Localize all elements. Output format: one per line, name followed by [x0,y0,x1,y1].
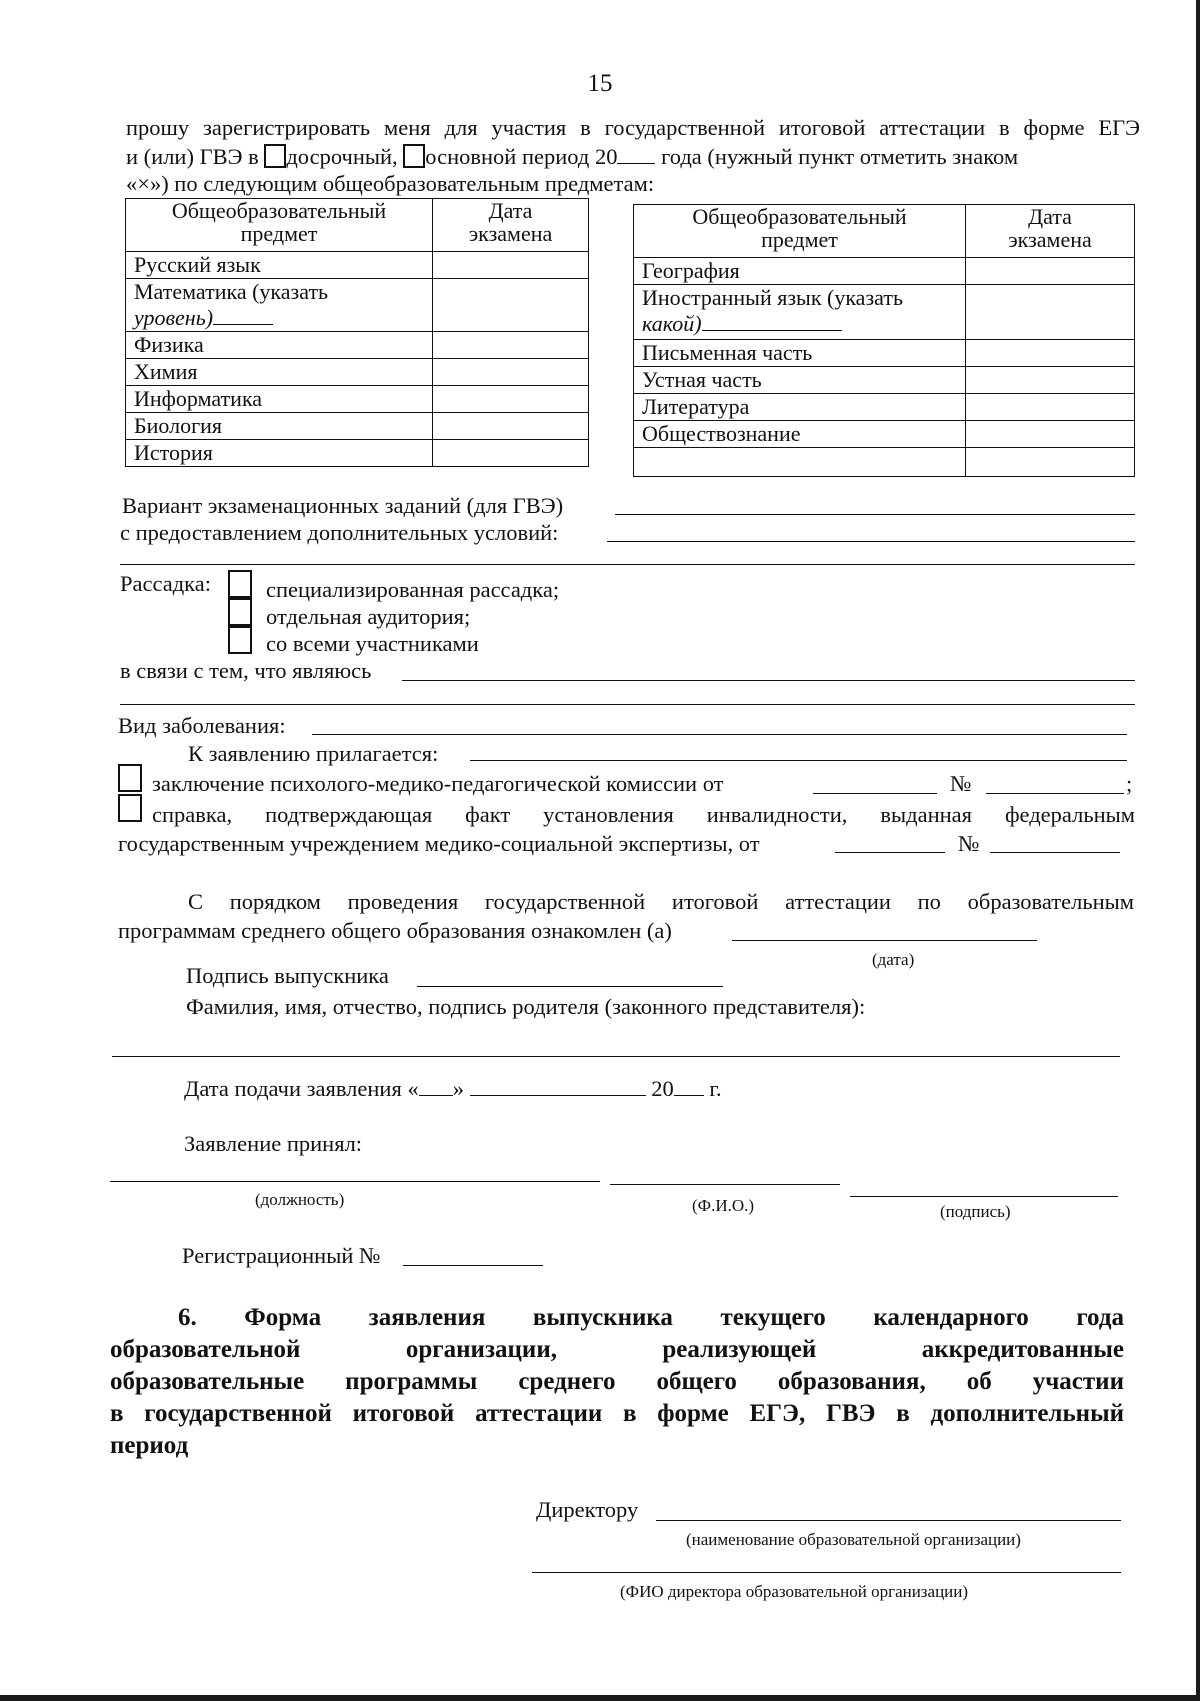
registration-label: Регистрационный № [182,1243,381,1268]
subject-label-italic: какой) [642,311,702,336]
attachment-disability-line-1 [152,801,1135,829]
subject-cell: Физика [126,332,433,359]
section6-line-3 [110,1366,1124,1398]
table-row [634,258,1135,285]
language-field[interactable] [702,314,842,331]
director-org-field[interactable] [656,1520,1121,1521]
disability-date-field[interactable] [835,852,945,853]
table-row [634,421,1135,448]
header-date [433,199,589,252]
seating-all-participants-checkbox[interactable] [228,626,252,654]
level-field[interactable] [213,308,273,325]
variant-field[interactable] [615,514,1135,515]
because-field-line-2[interactable] [120,704,1135,705]
procedure-date-caption: (дата) [872,950,915,969]
subject-label: Иностранный язык (указать [642,285,903,310]
conditions-field[interactable] [607,541,1135,542]
intro-line-1 [126,114,1140,142]
name-caption: (Ф.И.О.) [692,1196,755,1215]
intro-line-2-start: и (или) ГВЭ в [126,144,259,169]
exam-date-cell[interactable] [433,332,589,359]
attachment-commission-checkbox[interactable] [118,764,142,792]
table-row [126,440,589,467]
subject-label: Математика (указать [134,279,329,304]
subject-cell: Биология [126,413,433,440]
because-label: в связи с тем, что являюсь [120,658,372,683]
section6-line-1 [178,1302,1124,1334]
exam-date-cell[interactable] [966,448,1135,477]
exam-date-cell[interactable] [433,386,589,413]
exam-date-cell[interactable] [966,367,1135,394]
main-period-checkbox[interactable] [403,144,425,168]
exam-date-cell[interactable] [966,285,1135,340]
commission-semicolon: ; [1126,771,1133,796]
table-row [634,340,1135,367]
commission-number-field[interactable] [986,793,1124,794]
table-row [126,413,589,440]
section6-line-2-text: образовательной организации, реализующей аккредитованные [110,1336,1124,1363]
exam-date-cell[interactable] [433,440,589,467]
submission-year-field[interactable] [674,1075,704,1096]
director-fio-field[interactable] [532,1572,1121,1573]
attachment-commission-text: заключение психолого-медико-педагогической комиссии от [152,771,724,796]
submission-date-open: Дата подачи заявления « [184,1076,419,1101]
fio-caption: (ФИО директора образовательной организации) [620,1582,969,1601]
parent-field[interactable] [112,1056,1120,1057]
because-field[interactable] [402,680,1135,681]
table-header-row [126,199,589,252]
seating-all-participants-label: со всеми участниками [266,631,479,656]
subject-cell [126,279,433,332]
header-subject-line-2: предмет [240,221,318,246]
variant-label: Вариант экзаменационных заданий (для ГВЭ) [122,493,564,518]
subjects-table-left [125,198,589,467]
graduate-signature-label: Подпись выпускника [186,963,389,988]
subject-cell: Обществознание [634,421,966,448]
submission-day-field[interactable] [419,1075,453,1096]
intro-line-2 [126,143,1140,171]
disability-number-field[interactable] [990,852,1120,853]
intro-line-2-end: года (нужный пункт отметить знаком [661,144,1019,169]
submission-year-suffix: г. [709,1076,722,1101]
exam-date-cell[interactable] [433,252,589,279]
table-row [634,285,1135,340]
commission-number-sign: № [950,771,972,796]
accepted-label: Заявление принял: [184,1131,363,1156]
attachment-disability-line-2: государственным учреждением медико-социальной экспертизы, от [118,831,760,856]
header-subject-line-2: предмет [761,227,838,252]
header-subject-line-1: Общеобразовательный [171,198,387,223]
director-label: Директору [536,1497,639,1522]
seating-separate-room-label: отдельная аудитория; [266,604,471,629]
signature-field[interactable] [850,1196,1118,1197]
section6-line-3-text: образовательные программы среднего общего образования, об участии [110,1368,1124,1395]
submission-date-line [184,1075,722,1103]
table-row [126,386,589,413]
subject-cell: Информатика [126,386,433,413]
section6-line-5: период [110,1432,189,1459]
table-header-row [634,205,1135,258]
section6-line-4-text: в государственной итоговой аттестации в форме ЕГЭ, ГВЭ в дополнительный [110,1400,1124,1427]
early-period-label: досрочный, [286,144,398,169]
name-field[interactable] [610,1184,840,1185]
procedure-date-field[interactable] [732,940,1037,941]
exam-date-cell[interactable] [966,340,1135,367]
page-number: 15 [587,70,613,97]
main-period-label: основной период 20 [425,144,618,169]
table-row [634,448,1135,477]
table-row [634,394,1135,421]
conditions-field-line-2[interactable] [120,564,1135,565]
procedure-line-1-text: С порядком проведения государственной итоговой аттестации по образовательным [188,889,1134,914]
seating-separate-room-checkbox[interactable] [228,598,252,626]
subjects-table-right [633,204,1135,477]
graduate-signature-field[interactable] [417,986,723,987]
header-subject [634,205,966,258]
position-caption: (должность) [255,1190,345,1209]
commission-date-field[interactable] [813,793,937,794]
subject-cell: Устная часть [634,367,966,394]
exam-date-cell[interactable] [433,359,589,386]
subject-cell: Химия [126,359,433,386]
table-row [634,367,1135,394]
org-caption: (наименование образовательной организации) [686,1530,1021,1549]
submission-month-field[interactable] [470,1075,646,1096]
subject-cell [634,285,966,340]
position-field[interactable] [110,1181,600,1182]
parent-label: Фамилия, имя, отчество, подпись родителя (законного представителя): [186,994,866,1019]
attached-label: К заявлению прилагается: [188,741,439,766]
section6-line-1-text: 6. Форма заявления выпускника текущего календарного года [178,1304,1124,1331]
header-subject [126,199,433,252]
table-row [126,332,589,359]
scan-edge-bottom [0,1695,1200,1701]
header-date [966,205,1135,258]
submission-date-close: » [452,1076,464,1101]
exam-date-cell[interactable] [966,258,1135,285]
seating-label: Рассадка: [120,571,212,596]
registration-number-field[interactable] [403,1265,543,1266]
table-row [126,279,589,332]
year-field[interactable] [617,143,655,164]
attachment-disability-checkbox[interactable] [118,794,142,822]
table-row [126,252,589,279]
table-row [126,359,589,386]
disease-label: Вид заболевания: [118,713,286,738]
header-date-line-1: Дата [488,198,533,223]
section6-line-4 [110,1398,1124,1430]
attachment-disability-text: справка, подтверждающая факт установления инвалидности, выданная федеральным [152,802,1135,827]
conditions-label: с предоставлением дополнительных условий: [120,520,559,545]
exam-date-cell[interactable] [433,279,589,332]
exam-date-cell[interactable] [433,413,589,440]
subject-cell: Литература [634,394,966,421]
scan-edge-right [1196,0,1200,1701]
procedure-line-1 [188,888,1134,916]
signature-caption: (подпись) [940,1202,1011,1221]
disability-number-sign: № [958,831,980,856]
subject-label-italic: уровень) [134,305,214,330]
early-period-checkbox[interactable] [264,144,286,168]
subject-cell-empty [634,448,966,477]
header-date-line-2: экзамена [468,221,553,246]
subject-cell: История [126,440,433,467]
subject-cell: Русский язык [126,252,433,279]
exam-date-cell[interactable] [966,394,1135,421]
disease-field[interactable] [312,734,1127,735]
header-subject-line-1: Общеобразовательный [692,204,907,229]
seating-specialized-label: специализированная рассадка; [266,577,560,602]
intro-line-3: «×») по следующим общеобразовательным предметам: [126,171,655,196]
exam-date-cell[interactable] [966,421,1135,448]
subject-cell: Письменная часть [634,340,966,367]
header-date-line-2: экзамена [1008,227,1092,252]
procedure-line-2: программам среднего общего образования ознакомлен (а) [118,918,672,943]
section6-line-2 [110,1334,1124,1366]
seating-specialized-checkbox[interactable] [228,570,252,598]
header-date-line-1: Дата [1028,204,1072,229]
attached-field[interactable] [470,760,1127,761]
subject-cell: География [634,258,966,285]
submission-century: 20 [651,1076,674,1101]
intro-line-1-text: прошу зарегистрировать меня для участия в государственной итоговой аттестации в форме ЕГЭ [126,115,1140,140]
